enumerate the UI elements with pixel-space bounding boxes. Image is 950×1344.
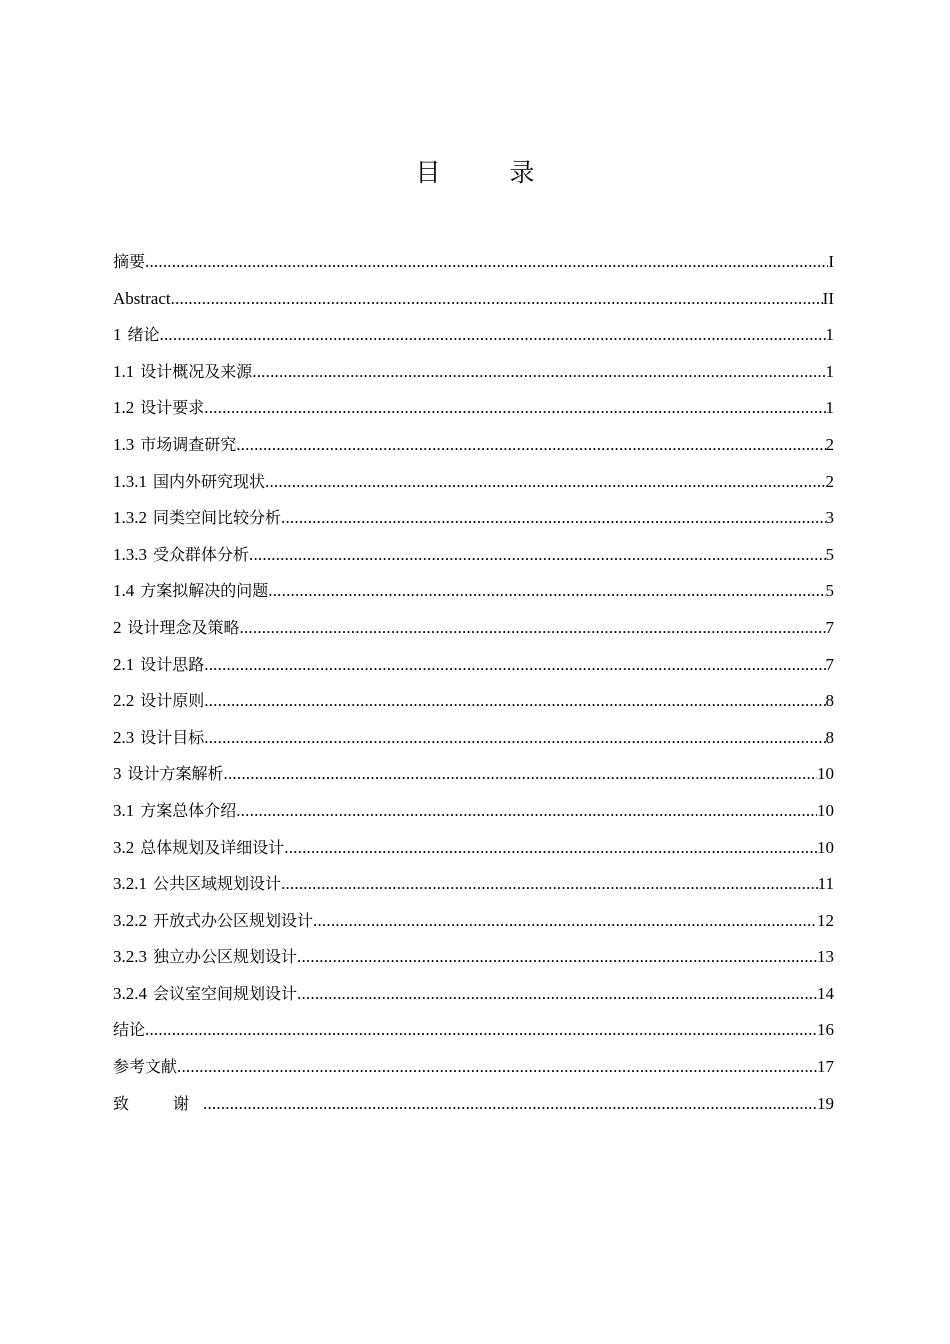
toc-section-number: 1.1 [113, 361, 135, 381]
toc-entry[interactable] [113, 939, 834, 976]
toc-leader-dots [268, 573, 825, 610]
toc-page-number: 10 [817, 800, 834, 820]
toc-entry-label [113, 610, 240, 647]
toc-section-title: 设计方案解析 [127, 764, 224, 784]
toc-section-number: 2.2 [113, 691, 135, 711]
toc-entry[interactable] [113, 573, 834, 610]
toc-page-number: 13 [817, 947, 834, 967]
toc-page-number: 3 [825, 508, 834, 528]
toc-entry[interactable] [113, 354, 834, 391]
toc-page-number: 8 [825, 727, 834, 747]
toc-section-title: 绪论 [127, 325, 160, 345]
toc-entry-label [113, 390, 204, 427]
toc-entry[interactable] [113, 317, 834, 354]
toc-section-number: 3 [113, 764, 122, 784]
toc-page-number: I [828, 252, 834, 271]
toc-entry[interactable] [113, 830, 834, 867]
toc-page-number: 1 [825, 361, 834, 381]
toc-entry-label [113, 354, 252, 391]
toc-leader-dots [265, 464, 825, 501]
toc-section-title: Abstract [113, 288, 171, 308]
toc-entry[interactable] [113, 244, 834, 281]
toc-leader-dots [204, 683, 825, 720]
toc-leader-dots [252, 354, 825, 391]
toc-leader-dots [297, 939, 817, 976]
toc-page-number: 1 [825, 325, 834, 345]
toc-section-title: 国内外研究现状 [153, 471, 266, 491]
toc-section-title: 参考文献 [113, 1057, 178, 1077]
toc-entry[interactable] [113, 390, 834, 427]
toc-leader-dots [160, 317, 826, 354]
toc-section-title: 市场调查研究 [140, 434, 237, 454]
toc-entry-label [113, 903, 313, 940]
toc-section-title: 同类空间比较分析 [153, 508, 282, 528]
toc-leader-dots [177, 1049, 817, 1086]
toc-entry-label [113, 1012, 145, 1049]
toc-entry[interactable] [113, 537, 834, 574]
toc-leader-dots [145, 1012, 817, 1049]
toc-entry-label [113, 573, 268, 610]
toc-page-number: 5 [825, 581, 834, 601]
toc-section-title: 设计要求 [140, 398, 205, 418]
toc-section-number: 3.2.1 [113, 874, 147, 894]
toc-entry[interactable] [113, 610, 834, 647]
toc-page-number: 19 [817, 1093, 834, 1113]
toc-section-number: 2 [113, 617, 122, 637]
toc-entry[interactable] [113, 793, 834, 830]
toc-page-number: 12 [817, 910, 834, 930]
toc-section-number: 2.3 [113, 727, 135, 747]
toc-section-title: 方案总体介绍 [140, 800, 237, 820]
toc-section-title: 独立办公区规划设计 [153, 947, 298, 967]
toc-leader-dots [203, 1086, 817, 1123]
toc-leader-dots [240, 610, 826, 647]
toc-section-number: 1.2 [113, 398, 135, 418]
toc-section-number: 1.3 [113, 434, 135, 454]
toc-leader-dots [224, 756, 817, 793]
toc-entry-label [113, 244, 145, 281]
toc-leader-dots [204, 647, 825, 684]
toc-entry[interactable] [113, 683, 834, 720]
table-of-contents [113, 244, 834, 1122]
toc-leader-dots [249, 537, 825, 574]
toc-section-title: 设计理念及策略 [127, 617, 240, 637]
toc-page-number: 8 [825, 691, 834, 711]
toc-section-title: 受众群体分析 [153, 544, 250, 564]
toc-entry-label [113, 647, 204, 684]
toc-entry[interactable] [113, 976, 834, 1013]
toc-entry-label [113, 720, 204, 757]
toc-entry-label [113, 830, 284, 867]
toc-section-title: 设计思路 [140, 654, 205, 674]
toc-leader-dots [281, 500, 825, 537]
toc-section-title: 结论 [113, 1020, 146, 1040]
toc-entry-label [113, 537, 249, 574]
toc-entry[interactable] [113, 1086, 834, 1123]
toc-section-number: 3.2.2 [113, 910, 147, 930]
toc-page-number: 16 [817, 1020, 834, 1040]
toc-section-number: 3.2.3 [113, 947, 147, 967]
toc-entry-label [113, 427, 236, 464]
toc-entry-label [113, 317, 160, 354]
toc-section-number: 1.4 [113, 581, 135, 601]
toc-leader-dots [204, 390, 825, 427]
toc-page-number: 7 [825, 617, 834, 637]
toc-leader-dots [284, 830, 817, 867]
toc-section-number: 2.1 [113, 654, 135, 674]
toc-page-number: 2 [825, 471, 834, 491]
toc-entry[interactable] [113, 1049, 834, 1086]
toc-section-number: 1.3.1 [113, 471, 147, 491]
toc-entry[interactable] [113, 720, 834, 757]
toc-section-title: 致 谢 [113, 1093, 204, 1113]
toc-section-title: 公共区域规划设计 [153, 874, 282, 894]
toc-section-title: 摘要 [113, 252, 146, 271]
toc-entry-label [113, 939, 297, 976]
toc-section-number: 3.2.4 [113, 983, 147, 1003]
toc-page-number: 7 [825, 654, 834, 674]
toc-section-title: 会议室空间规划设计 [153, 983, 298, 1003]
toc-leader-dots [171, 281, 823, 318]
toc-entry[interactable] [113, 647, 834, 684]
toc-section-title: 设计概况及来源 [140, 361, 253, 381]
toc-entry-label [113, 866, 281, 903]
toc-leader-dots [236, 427, 825, 464]
toc-page-number: 14 [817, 983, 834, 1003]
toc-leader-dots [297, 976, 817, 1013]
toc-section-title: 方案拟解决的问题 [140, 581, 269, 601]
toc-page-number: II [822, 288, 834, 308]
toc-entry[interactable] [113, 281, 834, 318]
toc-page-number: 10 [817, 764, 834, 784]
toc-entry-label [113, 464, 265, 501]
toc-leader-dots [281, 866, 818, 903]
toc-page-number: 11 [817, 874, 834, 894]
toc-entry-label [113, 1086, 203, 1123]
toc-page-number: 17 [817, 1057, 834, 1077]
toc-page-number: 2 [825, 434, 834, 454]
toc-section-number: 1.3.2 [113, 508, 147, 528]
toc-entry-label [113, 281, 171, 318]
page-title: 目 录 [415, 158, 557, 187]
toc-entry[interactable] [113, 866, 834, 903]
toc-entry-label [113, 756, 224, 793]
toc-section-title: 设计目标 [140, 727, 205, 747]
toc-section-number: 1 [113, 325, 122, 345]
toc-leader-dots [204, 720, 825, 757]
toc-entry[interactable] [113, 1012, 834, 1049]
toc-page-number: 10 [817, 837, 834, 857]
toc-entry-label [113, 976, 297, 1013]
toc-entry[interactable] [113, 464, 834, 501]
toc-section-number: 1.3.3 [113, 544, 147, 564]
toc-leader-dots [145, 244, 828, 281]
toc-section-title: 总体规划及详细设计 [140, 837, 285, 857]
toc-section-title: 设计原则 [140, 691, 205, 711]
toc-entry[interactable] [113, 500, 834, 537]
toc-section-number: 3.1 [113, 800, 135, 820]
toc-entry[interactable] [113, 427, 834, 464]
toc-leader-dots [313, 903, 817, 940]
toc-entry-label [113, 1049, 177, 1086]
toc-entry-label [113, 500, 281, 537]
toc-entry-label [113, 683, 204, 720]
toc-page-number: 5 [825, 544, 834, 564]
toc-section-number: 3.2 [113, 837, 135, 857]
toc-entry[interactable] [113, 903, 834, 940]
toc-page-number: 1 [825, 398, 834, 418]
toc-entry[interactable] [113, 756, 834, 793]
toc-entry-label [113, 793, 236, 830]
toc-section-title: 开放式办公区规划设计 [153, 910, 314, 930]
toc-leader-dots [236, 793, 817, 830]
